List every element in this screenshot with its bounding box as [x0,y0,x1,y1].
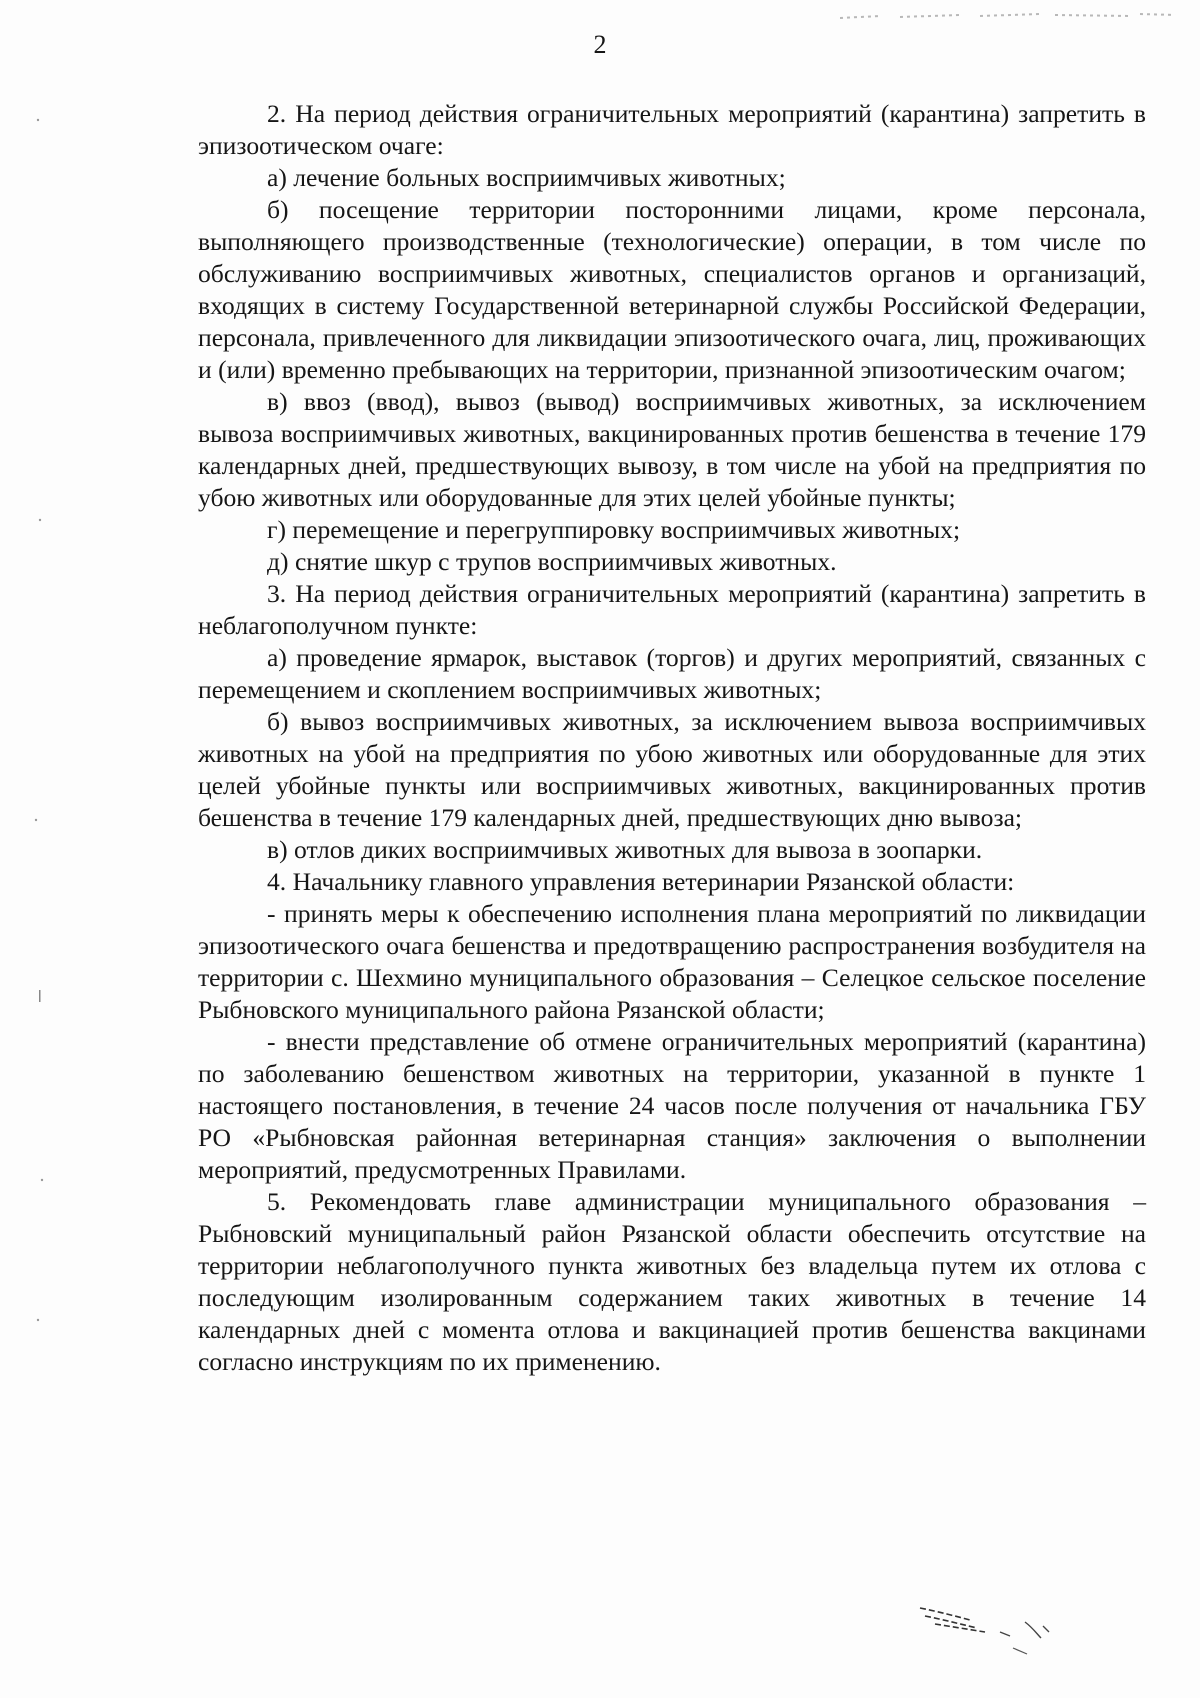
page-number: 2 [593,30,607,59]
scan-noise-top [840,10,1180,24]
paragraph-2: 2. На период действия ограничительных мероприятий (карантина) запретить в эпизоотическом очаге: [198,99,1146,160]
list-item-4-measures: - принять меры к обеспечению исполнения плана мероприятий по ликвидации эпизоотического очага бешенства и предотвращению распространения возбудителя на территории с. Шехмино муниципального образования – Селецкое сельское поселение Рыбновского муниципального района Рязанской области; [198,899,1146,1024]
list-item-3c: в) отлов диких восприимчивых животных для вывоза в зоопарки. [267,835,983,864]
list-item-3b: б) вывоз восприимчивых животных, за исключением вывоза восприимчивых животных на убой на предприятия по убою животных или оборудованные для этих целей убойные пункты или восприимчивых животных, вакцинированных против бешенства в течение 179 календарных дней, предшествующих дню вывоза; [198,707,1146,832]
list-item-2e: д) снятие шкур с трупов восприимчивых животных. [267,547,837,576]
list-item-2d: г) перемещение и перегруппировку восприимчивых животных; [267,515,961,544]
list-item-3a: а) проведение ярмарок, выставок (торгов) и других мероприятий, связанных с перемещением и скоплением восприимчивых животных; [198,643,1146,704]
list-item-2c: в) ввоз (ввод), вывоз (вывод) восприимчивых животных, за исключением вывоза восприимчивых животных, вакцинированных против бешенства в течение 179 календарных дней, предшествующих вывозу, в том числе на убой на предприятия по убою животных или оборудованные для этих целей убойные пункты; [198,387,1146,512]
paragraph-3: 3. На период действия ограничительных мероприятий (карантина) запретить в неблагополучном пункте: [198,579,1146,640]
document-body [198,98,1146,1378]
list-item-2b: б) посещение территории посторонними лицами, кроме персонала, выполняющего производственные (технологические) операции, в том числе по обслуживанию восприимчивых животных, специалистов органов и организаций, входящих в систему Государственной ветеринарной службы Российской Федерации, персонала, привлеченного для ликвидации эпизоотического очага, лиц, проживающих и (или) временно пребывающих на территории, признанной эпизоотическим очагом; [198,195,1146,384]
margin-marks [30,100,50,1400]
list-item-4-representation: - внести представление об отмене ограничительных мероприятий (карантина) по заболеванию бешенством животных на территории, указанной в пункте 1 настоящего постановления, в течение 24 часов после получения от начальника ГБУ РО «Рыбновская районная ветеринарная станция» заключения о выполнении мероприятий, предусмотренных Правилами. [198,1027,1146,1184]
paragraph-5: 5. Рекомендовать главе администрации муниципального образования – Рыбновский муниципальный район Рязанской области обеспечить отсутствие на территории неблагополучного пункта животных без владельца путем их отлова с последующим изолированным содержанием таких животных в течение 14 календарных дней с момента отлова и вакцинацией против бешенства вакцинами согласно инструкциям по их применению. [198,1187,1146,1376]
handwritten-initials [915,1598,1075,1658]
list-item-2a: а) лечение больных восприимчивых животных; [267,163,786,192]
paragraph-4: 4. Начальнику главного управления ветеринарии Рязанской области: [267,867,1015,896]
